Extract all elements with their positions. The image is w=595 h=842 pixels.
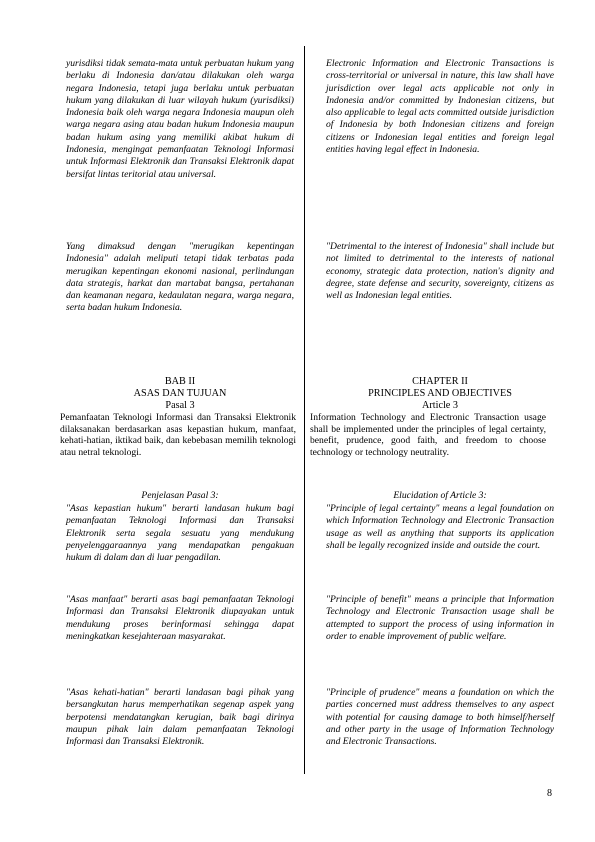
- column-divider: [304, 46, 305, 774]
- elucidation-legal-certainty: "Principle of legal certainty" means a legal foundation on which Information Technology and Electronic Transaction usage as well as anything that supports its application shall be legally recognized inside and outside the court.: [326, 503, 554, 551]
- chapter-heading: BAB II: [164, 376, 196, 387]
- chapter-title: ASAS DAN TUJUAN: [133, 388, 227, 399]
- elucidation-prudence: "Principle of prudence" means a foundation on which the parties concerned must address themselves to any aspect with potential for causing damage to both himself/herself and other party in the usage of Information Technology and Electronic Transactions.: [326, 687, 554, 748]
- elucidation-legal-certainty: "Asas kepastian hukum" berarti landasan hukum bagi pemanfaatan Teknologi Informasi dan Transaksi Elektronik serta segala sesuatu yang mendukung penyelenggaraannya yang mendapatkan pengakuan hukum di dalam dan di luar pengadilan.: [66, 503, 294, 564]
- elucidation-benefit: "Principle of benefit" means a principle that Information Technology and Electronic Transaction usage shall be attempted to support the process of using information in order to enable improvement of public welfare.: [326, 594, 554, 642]
- detrimental-interest-paragraph: Yang dimaksud dengan "merugikan kepentingan Indonesia" adalah meliputi tetapi tidak terbatas pada merugikan kepentingan ekonomi nasional, perlindungan data strategis, harkat dan martabat bangsa, pertahanan dan keamanan negara, kedaulatan negara, warga negara, serta badan hukum Indonesia.: [66, 241, 294, 314]
- article-text: Information Technology and Electronic Transaction usage shall be implemented under the principles of legal certainty, benefit, prudence, good faith, and freedom to choose technology or technology neutrality.: [310, 412, 546, 458]
- elucidation-title: Elucidation of Article 3:: [393, 490, 487, 501]
- page-number: 8: [547, 788, 552, 799]
- elucidation-prudence: "Asas kehati-hatian" berarti landasan bagi pihak yang bersangkutan harus memperhatikan segenap aspek yang berpotensi mendatangkan kerugian, baik bagi dirinya maupun pihak lain dalam pemanfaatan Teknologi Informasi dan Transaksi Elektronik.: [66, 687, 294, 748]
- chapter-title: PRINCIPLES AND OBJECTIVES: [368, 388, 512, 399]
- article-heading: Article 3: [422, 400, 458, 411]
- article-heading: Pasal 3: [165, 400, 195, 411]
- elucidation-title: Penjelasan Pasal 3:: [141, 490, 219, 501]
- jurisdiction-paragraph: Electronic Information and Electronic Transactions is cross-territorial or universal in nature, this law shall have jurisdiction over legal acts applicable not only in Indonesia and/or committed by Indonesian citizens, but also applicable to legal acts committed outside jurisdiction of Indonesia by both Indonesian citizens and foreign citizens or Indonesian legal entities and foreign legal entities having legal effect in Indonesia.: [326, 58, 554, 156]
- detrimental-interest-paragraph: "Detrimental to the interest of Indonesia" shall include but not limited to detrimental to the interests of national economy, strategic data protection, nation's dignity and degree, state defense and security, sovereignty, citizens as well as Indonesian legal entities.: [326, 241, 554, 302]
- jurisdiction-paragraph: yurisdiksi tidak semata-mata untuk perbuatan hukum yang berlaku di Indonesia dan/atau dilakukan oleh warga negara Indonesia, tetapi juga berlaku untuk perbuatan hukum yang dilakukan di luar wilayah hukum (yurisdiksi) Indonesia baik oleh warga negara Indonesia maupun oleh warga negara asing atau badan hukum Indonesia maupun badan hukum asing yang memiliki akibat hukum di Indonesia, mengingat pemanfaatan Teknologi Informasi untuk Informasi Elektronik dan Transaksi Elektronik dapat bersifat lintas teritorial atau universal.: [66, 58, 294, 180]
- chapter-heading: CHAPTER II: [412, 376, 468, 387]
- article-text: Pemanfaatan Teknologi Informasi dan Transaksi Elektronik dilaksanakan berdasarkan asas kepastian hukum, manfaat, kehati-hatian, iktikad baik, dan kebebasan memilih teknologi atau netral teknologi.: [60, 412, 296, 458]
- elucidation-benefit: "Asas manfaat" berarti asas bagi pemanfaatan Teknologi Informasi dan Transaksi Elektronik diupayakan untuk mendukung proses berinformasi sehingga dapat meningkatkan kesejahteraan masyarakat.: [66, 594, 294, 642]
